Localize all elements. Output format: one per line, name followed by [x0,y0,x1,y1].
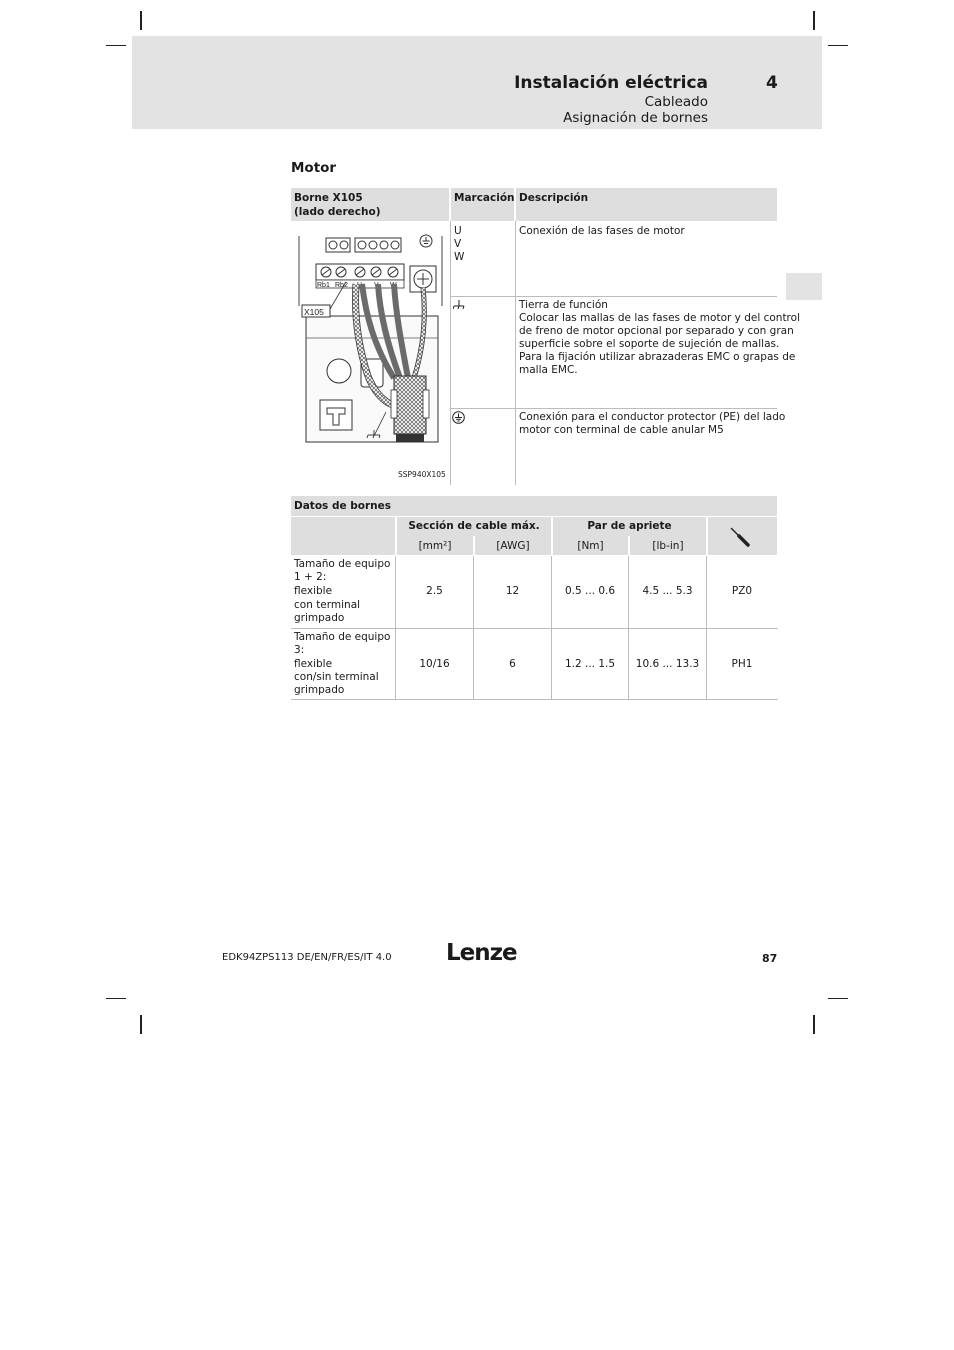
unit-nm: [Nm] [577,540,604,552]
page-number: 87 [762,952,778,965]
header-marking: Marcación [454,192,515,204]
cell-mm2: 2.5 [426,585,443,597]
row-label: con/sin terminal [294,671,379,683]
functional-earth-icon [453,300,465,311]
row-label: grimpado [294,684,345,696]
terminal-label-rb1: Rb1 [317,282,330,289]
crop-mark [140,1015,142,1034]
x105-label: X105 [304,307,324,317]
protective-earth-icon [452,411,465,424]
group-torque: Par de apriete [587,520,672,532]
marking-u: U [454,225,462,237]
cell-tool: PZ0 [731,585,753,597]
terminal-label-v: V [374,282,379,289]
header-band [132,36,822,129]
page-title: Instalación eléctrica [514,73,708,93]
description-text: Colocar las mallas de las fases de motor y del control [519,312,800,324]
cell-tool: PH1 [731,658,753,670]
cell-lbin: 10.6 ... 13.3 [635,658,700,670]
figure-caption: SSP940X105 [398,470,446,479]
marking-v: V [454,238,462,250]
header-description: Descripción [519,192,589,204]
chapter-tab [786,273,822,300]
terminal-label-rb2: Rb2 [335,282,348,289]
terminal-label-w: W [390,282,397,289]
header-terminal: (lado derecho) [294,206,381,218]
description-text: superficie sobre el soporte de sujeción de mallas. [519,338,780,350]
cell-lbin: 4.5 ... 5.3 [642,585,693,597]
row-label: flexible [294,658,333,670]
page-subtitle: Cableado [644,94,708,110]
cell-nm: 1.2 ... 1.5 [564,658,616,670]
unit-awg: [AWG] [496,540,530,552]
description-text: motor con terminal de cable anular M5 [519,424,724,436]
crop-mark [828,998,848,999]
description-text: Tierra de función [519,299,608,311]
row-label: Tamaño de equipo [294,631,391,643]
row-label: con terminal [294,599,361,611]
screwdriver-icon [729,526,751,548]
section-title: Motor [291,160,337,176]
description-text: malla EMC. [519,364,578,376]
cell-awg: 6 [509,658,516,670]
row-label: grimpado [294,612,345,624]
crop-mark [828,45,848,46]
data-table-title: Datos de bornes [294,500,391,512]
crop-mark [813,11,815,30]
description-text: Conexión de las fases de motor [519,225,685,237]
row-label: 3: [294,644,305,656]
cell-mm2: 10/16 [419,658,450,670]
marking-w: W [454,251,465,263]
document-id: EDK94ZPS113 DE/EN/FR/ES/IT 4.0 [222,952,392,963]
row-label: Tamaño de equipo [294,558,391,570]
cell-nm: 0.5 ... 0.6 [564,585,616,597]
crop-mark [106,998,126,999]
page-subtitle: Asignación de bornes [563,110,708,126]
row-label: flexible [294,585,333,597]
crop-mark [106,45,126,46]
unit-mm2: [mm²] [418,540,452,552]
chapter-number: 4 [766,73,778,93]
description-text: de freno de motor opcional por separado y con gran [519,325,794,337]
description-text: Conexión para el conductor protector (PE) del lado [519,411,786,423]
lenze-logo: Lenze [446,940,517,966]
crop-mark [140,11,142,30]
unit-lbin: [lb-in] [652,540,684,552]
group-cable-section: Sección de cable máx. [408,520,540,532]
description-text: Para la fijación utilizar abrazaderas EMC o grapas de [519,351,796,363]
crop-mark [813,1015,815,1034]
row-label: 1 + 2: [294,571,327,583]
terminal-label-u: U [357,282,363,289]
cell-awg: 12 [505,585,520,597]
header-terminal: Borne X105 [294,192,363,204]
terminal-x105-diagram [296,226,446,470]
